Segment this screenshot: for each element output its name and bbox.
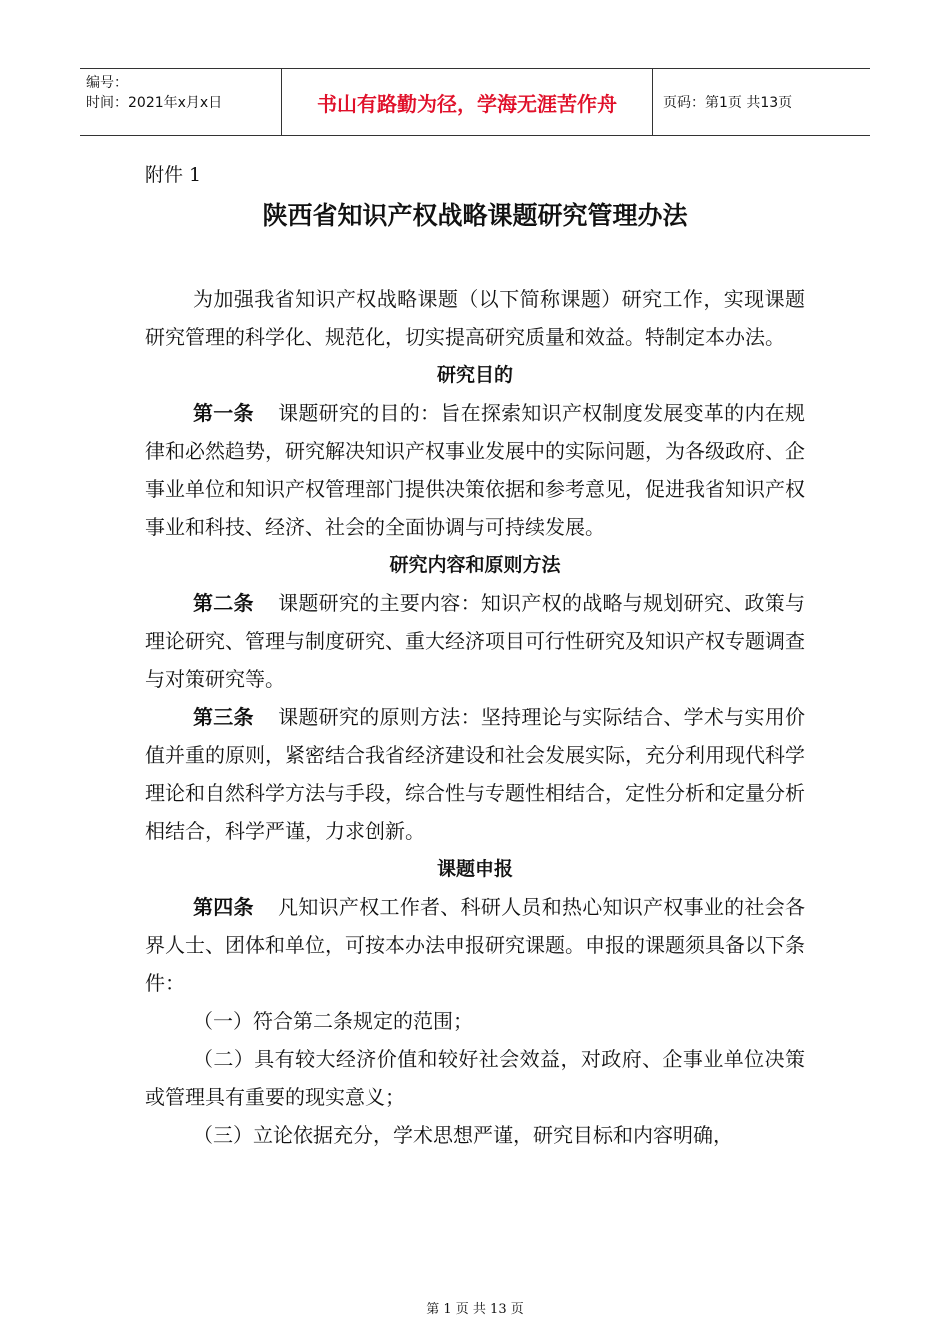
article-4-text: 凡知识产权工作者、科研人员和热心知识产权事业的社会各界人士、团体和单位，可按本办法申报研究课题。申报的课题须具备以下条件： — [145, 895, 806, 995]
time-label: 时间：2021年x月x日 — [86, 95, 223, 111]
document-header — [80, 68, 870, 136]
article-2-text: 课题研究的主要内容：知识产权的战略与规划研究、政策与理论研究、管理与制度研究、重大经济项目可行性研究及知识产权专题调查与对策研究等。 — [145, 591, 806, 691]
number-label: 编号： — [86, 75, 128, 91]
list-item-2: （二）具有较大经济价值和较好社会效益，对政府、企事业单位决策或管理具有重要的现实意义； — [145, 1047, 805, 1109]
article-4 — [145, 888, 805, 1002]
article-4-label: 第四条 — [193, 895, 254, 919]
list-item-1: （一）符合第二条规定的范围； — [193, 1009, 473, 1033]
intro-paragraph: 为加强我省知识产权战略课题（以下简称课题）研究工作，实现课题研究管理的科学化、规范化，切实提高研究质量和效益。特制定本办法。 — [145, 287, 805, 349]
document-body — [145, 280, 805, 1154]
section-heading-application: 课题申报 — [436, 858, 513, 880]
article-1-label: 第一条 — [193, 401, 254, 425]
article-3 — [145, 698, 805, 850]
article-1 — [145, 394, 805, 546]
article-3-label: 第三条 — [193, 705, 254, 729]
page-footer: 第 1 页 共 13 页 — [426, 1302, 524, 1317]
article-3-text: 课题研究的原则方法：坚持理论与实际结合、学术与实用价值并重的原则，紧密结合我省经济建设和社会发展实际，充分利用现代科学理论和自然科学方法与手段，综合性与专题性相结合，定性分析和定量分析相结合，科学严谨，力求创新。 — [145, 705, 806, 843]
header-page-info: 页码：第1页 共13页 — [663, 95, 793, 111]
document-title: 陕西省知识产权战略课题研究管理办法 — [262, 201, 688, 230]
list-item-3: （三）立论依据充分，学术思想严谨，研究目标和内容明确， — [193, 1123, 733, 1147]
section-heading-purpose: 研究目的 — [436, 364, 513, 386]
section-heading-content: 研究内容和原则方法 — [389, 554, 561, 576]
article-1-text: 课题研究的目的：旨在探索知识产权制度发展变革的内在规律和必然趋势，研究解决知识产权事业发展中的实际问题，为各级政府、企事业单位和知识产权管理部门提供决策依据和参考意见，促进我省知识产权事业和科技、经济、社会的全面协调与可持续发展。 — [145, 401, 806, 539]
annex-label: 附件 1 — [145, 164, 202, 186]
article-2 — [145, 584, 805, 698]
article-2-label: 第二条 — [193, 591, 254, 615]
header-meta — [80, 69, 281, 135]
header-motto: 书山有路勤为径，学海无涯苦作舟 — [281, 69, 653, 135]
